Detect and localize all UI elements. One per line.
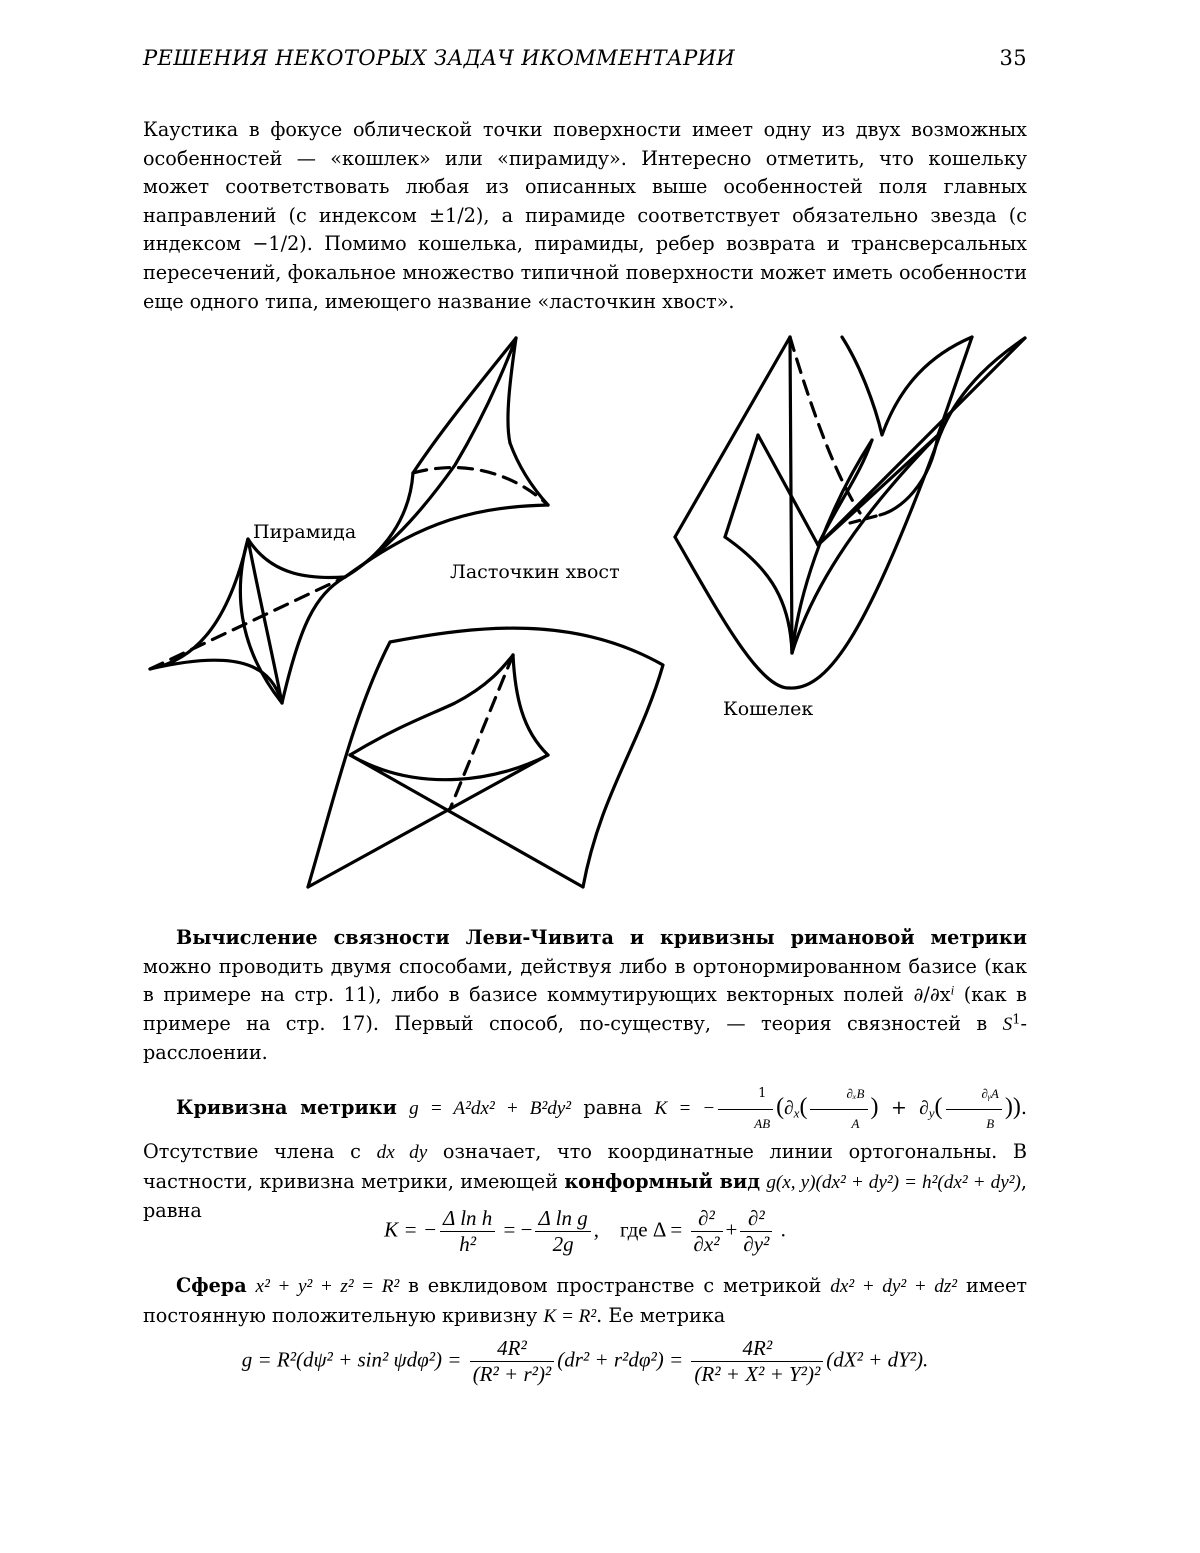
curvature-frac-1: 1 AB	[718, 1080, 773, 1138]
levi-civita-paragraph	[143, 924, 1027, 1068]
label-purse: Кошелек	[723, 698, 813, 720]
purse-drawing	[675, 337, 1025, 688]
curvature-text-3: , равна	[143, 1170, 1027, 1223]
caustics-drawing	[0, 325, 1200, 905]
swallowtail-drawing	[308, 628, 663, 887]
curvature-paragraph: Кривизна метрики g = A²dx² + B²dy² равна K = − 1 AB (∂x( ∂ₓB A ) + ∂y( ∂ᵧA B )). Отсутствие члена с dx dy означает, что координатные линии ортогональны. В частности, кривизна метрики, имеющей конформный вид g(x, y)(dx² + dy²) = h²(dx² + dy²), равна	[143, 1080, 1027, 1226]
sphere-text-1: в евклидовом пространстве с метрикой	[399, 1274, 830, 1297]
intro-paragraph: Каустика в фокусе облической точки поверхности имеет одну из двух возможных особенностей — «кошлек» или «пирамиду». Интересно отметить, что кошельку может соответствовать любая из описанных выше особенностей поля главных направлений (с индексом ±1/2), а пирамиде соответствует обязательно звезда (с индексом −1/2). Помимо кошелька, пирамиды, ребер возврата и трансверсальных пересечений, фокальное множество типичной поверхности может иметь особенности еще одного типа, имеющего название «ласточкин хвост».	[143, 116, 1027, 316]
curvature-formula-K: K = −	[655, 1098, 716, 1119]
curvature-dxdy: dx dy	[377, 1142, 428, 1163]
label-swallowtail: Ласточкин хвост	[450, 561, 620, 583]
running-head	[143, 46, 1027, 74]
levi-civita-text-3: -расслоении.	[143, 1012, 1027, 1065]
display-formula-2: g = R²(dψ² + sin² ψdφ²) = 4R² (R² + r²)² (dr² + r²dφ²) = 4R² (R² + X² + Y²)² (dX² + dY²).	[143, 1336, 1027, 1387]
curvature-word-equals: равна	[583, 1096, 642, 1119]
sphere-text-3: . Ее метрика	[596, 1304, 725, 1327]
curvature-text-2: означает, что координатные линии ортогональны. В частности, кривизна метрики, имеющей	[143, 1140, 1027, 1193]
curvature-conformal-formula: g(x, y)(dx² + dy²) = h²(dx² + dy²)	[766, 1172, 1021, 1193]
curvature-frac-3: ∂ᵧA B	[946, 1080, 1002, 1138]
sphere-metric: dx² + dy² + dz²	[830, 1276, 957, 1297]
levi-civita-heading: Вычисление связности Леви-Чивита и кривизны римановой метрики	[176, 926, 1027, 949]
curvature-metric: g = A²dx² + B²dy²	[409, 1098, 571, 1119]
curvature-heading: Кривизна метрики	[176, 1096, 397, 1119]
label-pyramid: Пирамида	[253, 521, 356, 543]
curvature-text-1: Отсутствие члена с	[143, 1140, 377, 1163]
levi-civita-sup-1: 1	[1012, 1012, 1020, 1027]
caustics-figure	[0, 325, 1200, 905]
sphere-K: K = R²	[543, 1306, 596, 1327]
running-head-title: РЕШЕНИЯ НЕКОТОРЫХ ЗАДАЧ ИКОММЕНТАРИИ	[143, 46, 735, 70]
curvature-frac-2: ∂ₓB A	[810, 1080, 867, 1138]
sphere-heading: Сфера	[176, 1274, 247, 1297]
page-number: 35	[999, 46, 1027, 70]
levi-civita-text-2: (как в примере на стр. 17). Первый способ, по-существу, — теория связностей в	[143, 983, 1027, 1035]
levi-civita-sup-i: i	[951, 983, 955, 998]
display-formula-1: K = − Δ ln h h² = − Δ ln g 2g , где Δ = ∂² ∂x² + ∂² ∂y² .	[143, 1206, 1027, 1257]
sphere-eq: x² + y² + z² = R²	[256, 1276, 400, 1297]
sphere-text-2: имеет постоянную положительную кривизну	[143, 1274, 1027, 1327]
levi-civita-S: S	[1003, 1014, 1013, 1035]
levi-civita-text-1: можно проводить двумя способами, действуя либо в ортонормированном базисе (как в примере на стр. 11), либо в базисе коммутирующих векторных полей ∂/∂x	[143, 955, 1027, 1007]
page	[0, 0, 1200, 1553]
curvature-conformal: конформный вид	[564, 1170, 760, 1193]
sphere-paragraph	[143, 1272, 1027, 1331]
